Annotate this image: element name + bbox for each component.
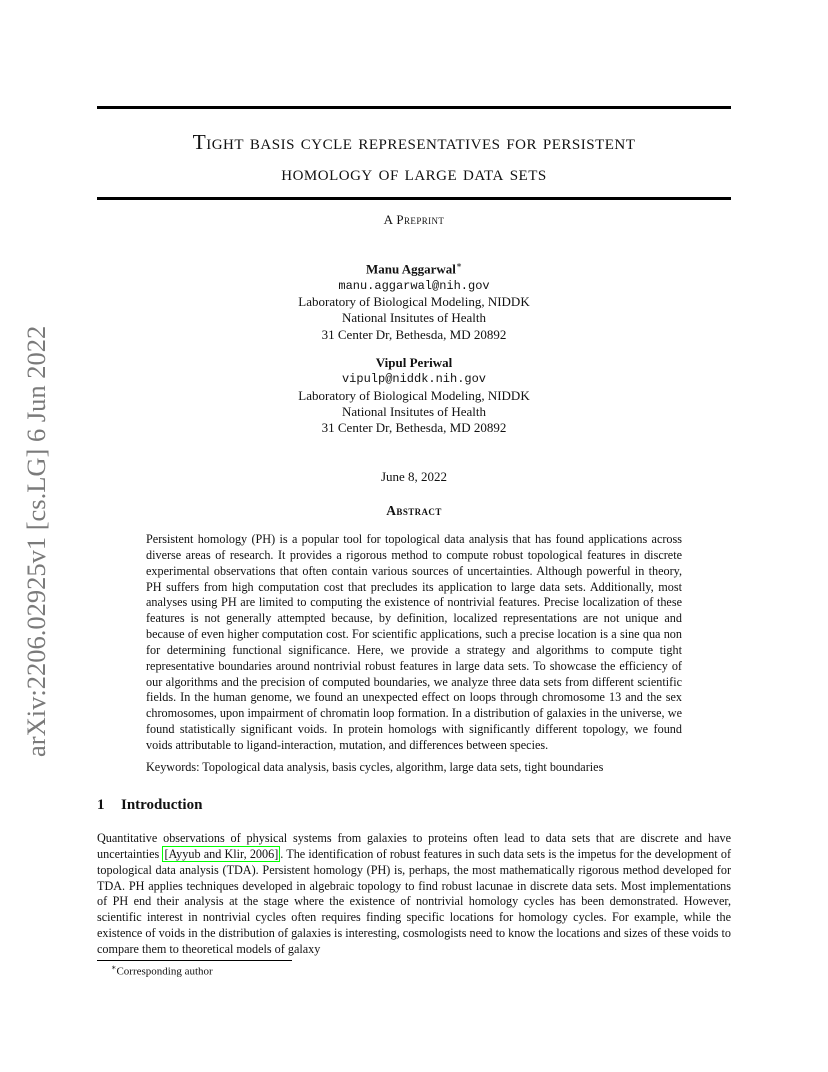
author-block-2 — [0, 355, 828, 436]
title-line-1: Tight basis cycle representatives for persistent — [192, 130, 636, 154]
section-title: Introduction — [121, 797, 203, 813]
author-affiliation: Laboratory of Biological Modeling, NIDDK — [298, 387, 530, 403]
author-affiliation: Laboratory of Biological Modeling, NIDDK — [298, 293, 530, 309]
author-address: 31 Center Dr, Bethesda, MD 20892 — [321, 326, 507, 342]
section-number: 1 — [97, 797, 105, 813]
title-rule-bottom — [97, 197, 731, 200]
title-line-2: homology of large data sets — [281, 161, 547, 185]
introduction-paragraph — [97, 831, 731, 958]
author-block-1 — [0, 257, 828, 343]
footnote-text: Corresponding author — [116, 965, 213, 978]
abstract-text: Persistent homology (PH) is a popular tool for topological data analysis that has found applications across diverse areas of research. It provides a rigorous method to compute robust topological features in discrete experimental observations that often contain various sources of uncertainties. Although powerful in theory, PH suffers from high computation cost that precludes its application to large data sets. Additionally, most analyses using PH are limited to computing the existence of nontrivial features. Precise localization of these features is not generally attempted because, by definition, localized representations are not unique and because of even higher computation cost. For scientific applications, such a precise location is a sine qua non for determining functional significance. Here, we provide a strategy and algorithms to compute tight representative boundaries around nontrivial robust features in large data sets. To showcase the efficiency of our algorithms and the precision of computed boundaries, we analyze three data sets from different scientific fields. In the human genome, we found an unexpected effect on loops through chromosome 13 and the sex chromosomes, upon impairment of chromatin loop formation. In a distribution of galaxies in the universe, we found statistically significant voids. In protein homologs with significantly different topology, we found voids attributable to ligand-interaction, mutation, and differences between species. — [146, 532, 682, 752]
author-institute: National Insitutes of Health — [341, 310, 487, 326]
footnote — [111, 963, 213, 978]
author-institute: National Insitutes of Health — [341, 403, 487, 419]
footnote-marker: ∗ — [111, 963, 117, 972]
footnote-rule — [97, 960, 292, 961]
author-name-line — [0, 257, 828, 278]
author-address: 31 Center Dr, Bethesda, MD 20892 — [321, 420, 507, 436]
author-footnote-marker[interactable]: ∗ — [455, 260, 463, 270]
title-rule-top — [97, 106, 731, 109]
intro-text-start: Quantitative observations of physical systems from galaxies to proteins often lead to data sets that are discrete and have uncertainties — [97, 831, 731, 861]
keywords-line: Keywords: Topological data analysis, basis cycles, algorithm, large data sets, tight boundaries — [146, 760, 604, 774]
author-email[interactable]: manu.aggarwal@nih.gov — [338, 278, 490, 293]
abstract-heading: Abstract — [386, 503, 442, 518]
paper-title — [97, 127, 731, 189]
author-email[interactable]: vipulp@niddk.nih.gov — [341, 372, 487, 387]
intro-text-rest: . The identification of robust features in such data sets is the impetus for the development of topological data analysis (TDA). Persistent homology (PH) is, perhaps, the most mathematically rigorous method developed for TDA. PH applies techniques developed in algebraic topology to find robust lacunae in discrete data sets. Most implementations of PH end their analysis at the stage where the existence of nontrivial homology cycles has been demonstrated. However, scientific interest in nontrivial cycles often requires finding specific locations for homology cycles. For example, while the existence of voids in the distribution of galaxies is interesting, cosmologists need to know the locations and sizes of these voids to compare them to theoretical models of galaxy — [97, 846, 732, 956]
preprint-label: A Preprint — [383, 212, 445, 227]
paper-date: June 8, 2022 — [380, 469, 448, 484]
author-name: Manu Aggarwal — [365, 261, 456, 277]
section-heading — [97, 797, 202, 814]
citation-link[interactable]: [Ayyub and Klir, 2006] — [164, 846, 279, 861]
author-name: Vipul Periwal — [375, 355, 453, 370]
arxiv-identifier-stamp[interactable]: arXiv:2206.02925v1 [cs.LG] 6 Jun 2022 — [21, 325, 51, 757]
